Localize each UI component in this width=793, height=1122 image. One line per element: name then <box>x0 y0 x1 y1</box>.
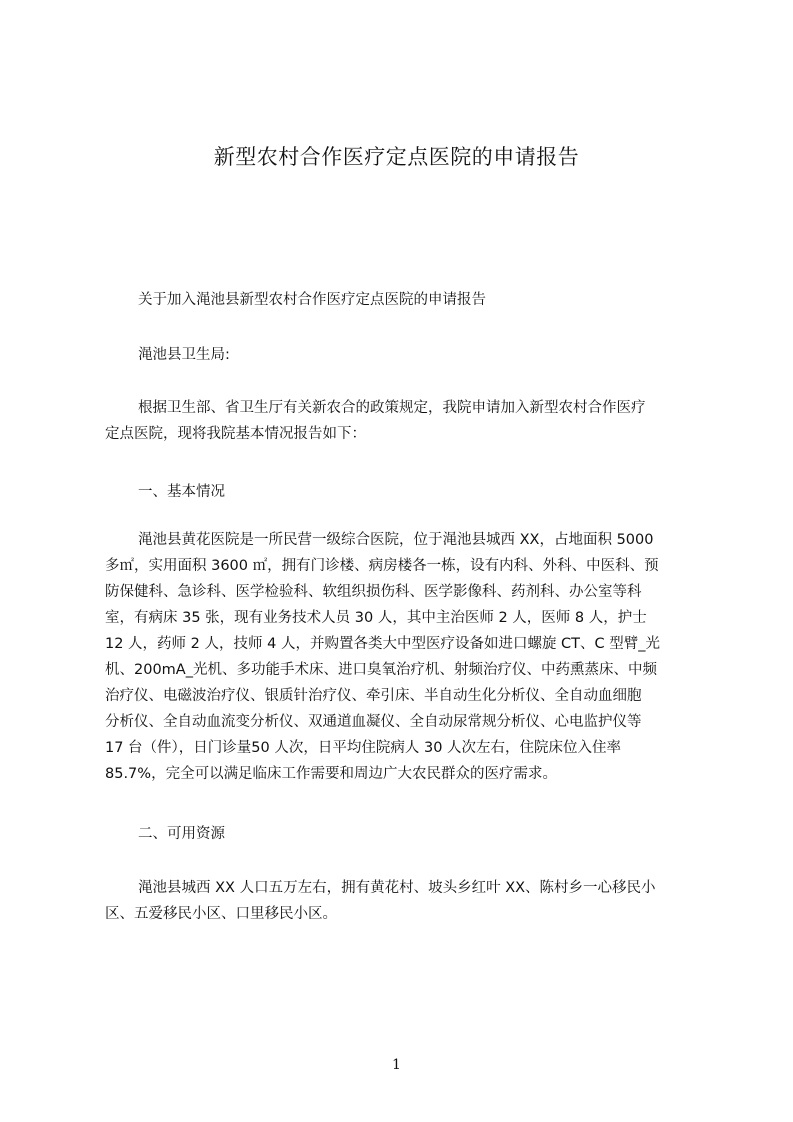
basic-info-line: 室，有病床 35 张，现有业务技术人员 30 人，其中主治医师 2 人，医师 8 人，护士 <box>105 610 647 626</box>
intro-paragraph <box>105 395 699 447</box>
basic-info-line: 治疗仪、电磁波治疗仪、银质针治疗仪、牵引床、半自动生化分析仪、全自动血细胞 <box>105 688 642 704</box>
addressee: 渑池县卫生局: <box>138 347 230 363</box>
basic-info-line: 85.7%，完全可以满足临床工作需要和周边广大农民群众的医疗需求。 <box>105 766 558 782</box>
resources-paragraph <box>105 875 699 927</box>
resources-line: 区、五爱移民小区、口里移民小区。 <box>105 906 337 922</box>
intro-line: 定点医院，现将我院基本情况报告如下： <box>105 426 366 442</box>
basic-info-paragraph <box>105 527 699 787</box>
basic-info-line: 分析仪、全自动血流变分析仪、双通道血凝仪、全自动尿常规分析仪、心电监护仪等 <box>105 714 642 730</box>
document-title: 新型农村合作医疗定点医院的申请报告 <box>213 145 580 169</box>
basic-info-line: 防保健科、急诊科、医学检验科、软组织损伤科、医学影像科、药剂科、办公室等科 <box>105 584 642 600</box>
basic-info-line: 多㎡，实用面积 3600 ㎡，拥有门诊楼、病房楼各一栋，设有内科、外科、中医科、预 <box>105 558 659 574</box>
section-heading-basic-info: 一、基本情况 <box>138 484 225 500</box>
resources-line: 渑池县城西 XX 人口五万左右，拥有黄花村、坡头乡红叶 XX、陈村乡一心移民小 <box>138 880 656 896</box>
basic-info-line: 17 台（件），日门诊量50 人次，日平均住院病人 30 人次左右，住院床位入住率 <box>105 740 622 756</box>
basic-info-line: 渑池县黄花医院是一所民营一级综合医院，位于渑池县城西 XX，占地面积 5000 <box>138 532 654 548</box>
basic-info-line: 12 人，药师 2 人，技师 4 人，并购置各类大中型医疗设备如进口螺旋 CT、C 型臂_光 <box>105 636 661 652</box>
page-number: 1 <box>392 1057 401 1073</box>
section-heading-resources: 二、可用资源 <box>138 826 225 842</box>
intro-line: 根据卫生部、省卫生厅有关新农合的政策规定，我院申请加入新型农村合作医疗 <box>138 400 646 416</box>
report-subtitle: 关于加入渑池县新型农村合作医疗定点医院的申请报告 <box>138 292 486 308</box>
basic-info-line: 机、200mA_光机、多功能手术床、进口臭氧治疗机、射频治疗仪、中药熏蒸床、中频 <box>105 662 657 678</box>
